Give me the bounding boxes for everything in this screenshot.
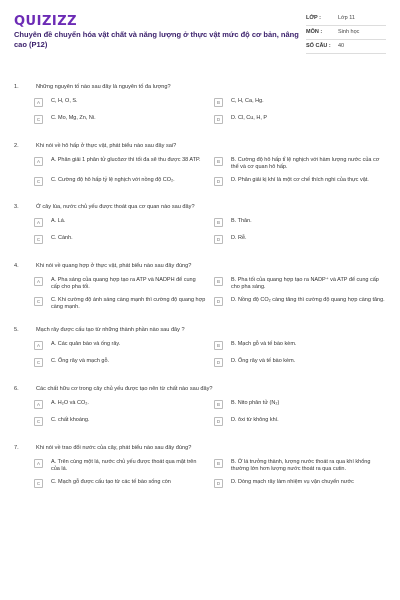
answer-option[interactable] <box>34 218 206 229</box>
meta-panel <box>306 12 386 54</box>
option-letter-box: D <box>214 417 223 426</box>
question-number: 1. <box>14 84 19 90</box>
option-letter-box: B <box>214 98 223 107</box>
meta-key: SỐ CÂU : <box>306 43 331 49</box>
options-grid <box>14 277 386 311</box>
option-text: D. Ống rây và tế bào kèm. <box>231 358 296 364</box>
answer-option[interactable] <box>214 235 386 246</box>
option-letter-box: A <box>34 341 43 350</box>
option-text: C. Khi cường độ ánh sáng càng mạnh thì cường độ quang hợp càng mạnh. <box>51 297 206 310</box>
option-letter-box: C <box>34 417 43 426</box>
options-grid <box>14 400 386 428</box>
meta-row-count <box>306 40 386 54</box>
option-letter-box: A <box>34 218 43 227</box>
options-grid <box>14 98 386 126</box>
question-text: Khi nói về hô hấp ở thực vật, phát biểu nào sau đây sai? <box>36 143 177 149</box>
option-letter-box: A <box>34 459 43 468</box>
question-header <box>14 327 386 341</box>
answer-option[interactable] <box>34 297 206 311</box>
option-letter-box: C <box>34 235 43 244</box>
answer-option[interactable] <box>214 218 386 229</box>
question-text: Khi nói về quang hợp ở thực vật, phát biểu nào sau đây đúng? <box>36 263 192 269</box>
option-letter-box: C <box>34 479 43 488</box>
question-header <box>14 143 386 157</box>
option-letter-box: A <box>34 157 43 166</box>
option-letter-box: C <box>34 358 43 367</box>
question-text: Những nguyên tố nào sau đây là nguyên tố đa lượng? <box>36 84 171 90</box>
option-letter-box: B <box>214 218 223 227</box>
quizizz-logo: QUIZIZZ <box>14 14 78 29</box>
answer-option[interactable] <box>34 400 206 411</box>
answer-option[interactable] <box>34 459 206 473</box>
question-text: Khi nói về trao đổi nước của cây, phát biểu nào sau đây đúng? <box>36 445 192 451</box>
option-text: D. Nồng độ CO₂ càng tăng thì cường độ quang hợp càng tăng. <box>231 297 385 303</box>
question-text: Mạch rây được cấu tạo từ những thành phần nào sau đây ? <box>36 327 185 333</box>
option-text: C. chất khoáng. <box>51 417 90 423</box>
option-text: D. Cl, Cu, H, P <box>231 115 268 121</box>
answer-option[interactable] <box>34 358 206 369</box>
option-letter-box: D <box>214 358 223 367</box>
option-text: A. Trên cùng một lá, nước chủ yếu được thoát qua mặt trên của lá. <box>51 459 197 472</box>
question-number: 3. <box>14 204 19 210</box>
answer-option[interactable] <box>214 479 386 490</box>
option-letter-box: B <box>214 157 223 166</box>
option-letter-box: D <box>214 235 223 244</box>
option-text: B. Thân. <box>231 218 252 224</box>
meta-value: Lớp 11 <box>338 15 355 21</box>
option-text: C. Ống rây và mạch gỗ. <box>51 358 110 364</box>
answer-option[interactable] <box>34 277 206 291</box>
options-grid <box>14 341 386 369</box>
answer-option[interactable] <box>214 157 386 171</box>
option-letter-box: A <box>34 400 43 409</box>
question-header <box>14 263 386 277</box>
options-grid <box>14 157 386 188</box>
question-list <box>14 84 386 490</box>
question-number: 7. <box>14 445 19 451</box>
option-letter-box: C <box>34 177 43 186</box>
answer-option[interactable] <box>214 417 386 428</box>
question-header <box>14 84 386 98</box>
answer-option[interactable] <box>34 235 206 246</box>
answer-option[interactable] <box>34 417 206 428</box>
option-text: A. Lá. <box>51 218 66 224</box>
answer-option[interactable] <box>214 341 386 352</box>
worksheet-header <box>14 10 386 68</box>
option-letter-box: B <box>214 459 223 468</box>
question-number: 6. <box>14 386 19 392</box>
option-letter-box: D <box>214 115 223 124</box>
answer-option[interactable] <box>214 98 386 109</box>
page-title: Chuyên đề chuyển hóa vật chất và năng lượng ở thực vật mức độ cơ bản, nâng cao (P12) <box>14 30 299 49</box>
option-text: A. Phân giải 1 phân tử glucôzơ thì tối đa sẽ thu được 38 ATP. <box>51 157 201 163</box>
question-header <box>14 445 386 459</box>
options-grid <box>14 459 386 490</box>
option-text: C. Cường độ hô hấp tỷ lệ nghịch với nồng độ CO₂. <box>51 177 175 183</box>
answer-option[interactable] <box>34 115 206 126</box>
answer-option[interactable] <box>34 157 206 171</box>
option-text: D. Rễ. <box>231 235 247 241</box>
option-text: D. Phân giải kị khí là một cơ chế thích nghi của thực vật. <box>231 177 369 183</box>
option-letter-box: B <box>214 341 223 350</box>
options-grid <box>14 218 386 246</box>
meta-row-subject <box>306 26 386 40</box>
question-block <box>14 327 386 369</box>
question-header <box>14 386 386 400</box>
question-number: 2. <box>14 143 19 149</box>
question-block <box>14 84 386 126</box>
question-block <box>14 204 386 246</box>
option-text: C, H, O, S. <box>51 98 78 104</box>
option-text: A. Pha sáng của quang hợp tạo ra ATP và NADPH để cung cấp cho pha tối. <box>51 277 196 290</box>
question-text: Ở cây lúa, nước chủ yếu được thoát qua cơ quan nào sau đây? <box>36 204 195 210</box>
answer-option[interactable] <box>34 341 206 352</box>
option-letter-box: D <box>214 177 223 186</box>
option-text: C. Mạch gỗ được cấu tạo từ các tế bào sống còn <box>51 479 171 485</box>
option-letter-box: A <box>34 98 43 107</box>
answer-option[interactable] <box>214 297 386 311</box>
option-letter-box: C <box>34 297 43 306</box>
answer-option[interactable] <box>34 98 206 109</box>
option-letter-box: C <box>34 115 43 124</box>
option-text: C. Cành. <box>51 235 73 241</box>
option-letter-box: B <box>214 277 223 286</box>
option-text: B. Mạch gỗ và tế bào kèm. <box>231 341 297 347</box>
meta-value: Sinh học <box>338 29 360 35</box>
answer-option[interactable] <box>214 115 386 126</box>
answer-option[interactable] <box>214 358 386 369</box>
option-text: D. ôxi từ không khí. <box>231 417 279 423</box>
option-text: A. H₂O và CO₂. <box>51 400 89 406</box>
meta-key: MÔN : <box>306 29 323 35</box>
answer-option[interactable] <box>34 177 206 188</box>
meta-value: 40 <box>338 43 345 49</box>
question-text: Các chất hữu cơ trong cây chủ yếu được tạo nên từ chất nào sau đây? <box>36 386 213 392</box>
answer-option[interactable] <box>214 459 386 473</box>
option-letter-box: B <box>214 400 223 409</box>
question-number: 4. <box>14 263 19 269</box>
option-text: B. Cường độ hô hấp tỉ lệ nghịch với hàm lượng nước của cơ thể và cơ quan hô hấp. <box>231 157 380 170</box>
option-text: A. Các quản bào và ống rây. <box>51 341 121 347</box>
question-header <box>14 204 386 218</box>
option-text: B. Nito phân tử (N₂) <box>231 400 280 406</box>
question-block <box>14 386 386 428</box>
answer-option[interactable] <box>214 400 386 411</box>
meta-row-class <box>306 12 386 26</box>
option-text: D. Dòng mạch rây làm nhiệm vụ vận chuyển nước <box>231 479 354 485</box>
question-block <box>14 263 386 311</box>
meta-key: LỚP : <box>306 15 321 21</box>
answer-option[interactable] <box>214 177 386 188</box>
option-text: C. Mo, Mg, Zn, Ni. <box>51 115 96 121</box>
question-block <box>14 445 386 490</box>
option-text: C, H, Ca, Hg. <box>231 98 264 104</box>
answer-option[interactable] <box>214 277 386 291</box>
option-letter-box: D <box>214 297 223 306</box>
question-number: 5. <box>14 327 19 333</box>
option-letter-box: D <box>214 479 223 488</box>
option-letter-box: A <box>34 277 43 286</box>
option-text: B. Ở lá trưởng thành, lượng nước thoát ra qua khí khổng thường lớn hơn lượng nước thoát ra qua cutin. <box>231 459 371 472</box>
answer-option[interactable] <box>34 479 206 490</box>
question-block <box>14 143 386 188</box>
option-text: B. Pha tối của quang hợp tạo ra NADP⁺ và ATP để cung cấp cho pha sáng. <box>231 277 379 290</box>
